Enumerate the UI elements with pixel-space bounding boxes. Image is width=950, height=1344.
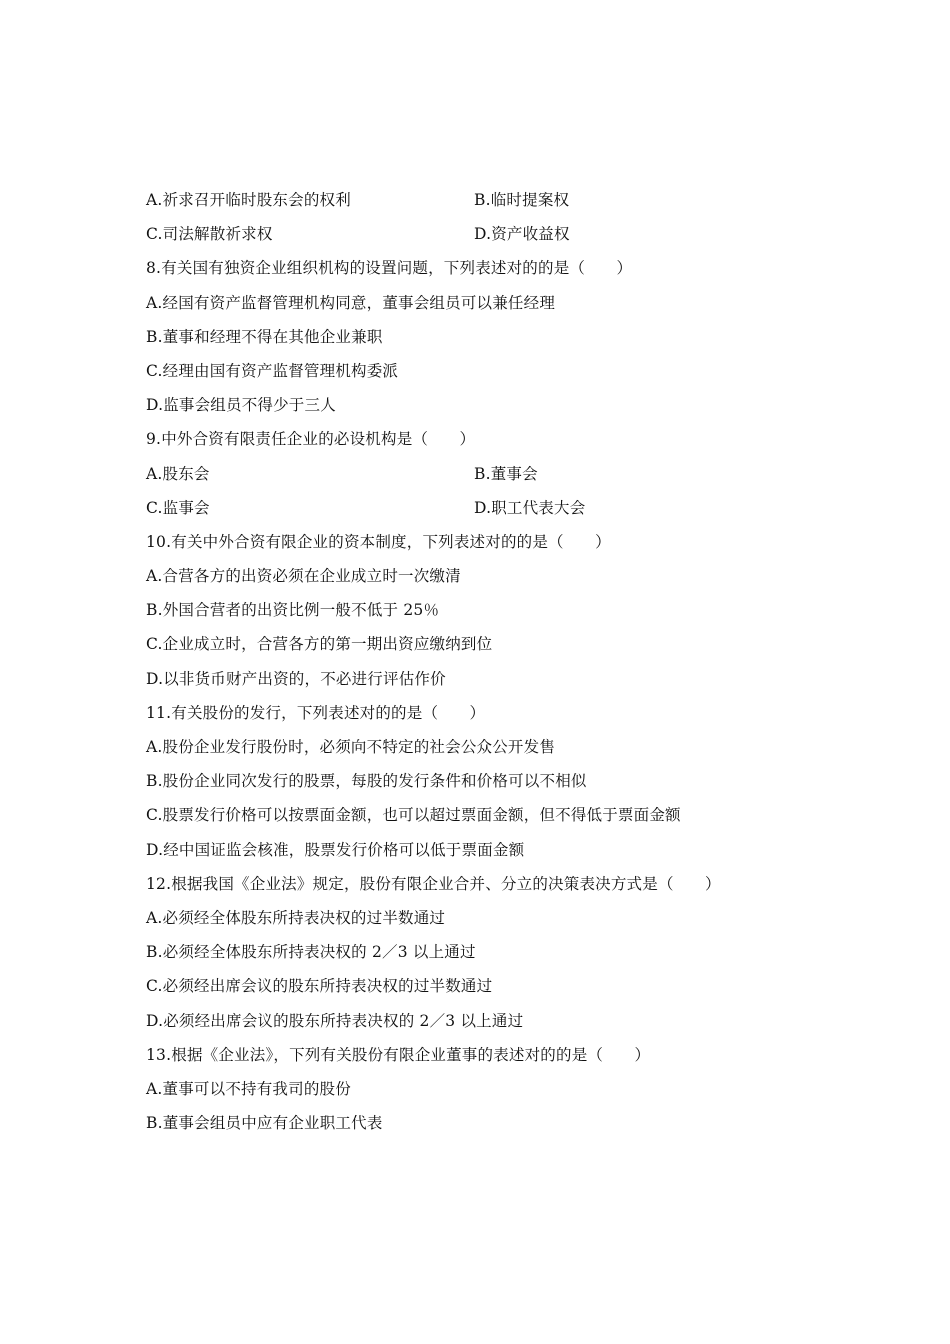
q9-options-row-1: [146, 457, 826, 491]
q12-option-c: C.必须经出席会议的股东所持表决权的过半数通过: [146, 977, 493, 996]
q13-option-a: A.董事可以不持有我司的股份: [146, 1079, 351, 1098]
q12-option-a: A.必须经全体股东所持表决权的过半数通过: [146, 908, 446, 927]
q9-option-a: A.股东会: [146, 464, 210, 483]
q9-option-c: C.监事会: [146, 498, 210, 517]
q9-option-b: B.董事会: [474, 464, 538, 483]
q8-stem: 8.有关国有独资企业组织机构的设置问题，下列表述对的的是（ ）: [146, 259, 633, 278]
q11-option-a: A.股份企业发行股份时，必须向不特定的社会公众公开发售: [146, 738, 556, 756]
q7-options-row-1: [146, 183, 826, 217]
q10-stem: 10.有关中外合资有限企业的资本制度，下列表述对的的是（ ）: [146, 532, 611, 551]
q8-option-a: A.经国有资产监督管理机构同意，董事会组员可以兼任经理: [146, 293, 556, 312]
q8-option-c: C.经理由国有资产监督管理机构委派: [146, 361, 399, 380]
q13-stem: 13.根据《企业法》，下列有关股份有限企业董事的表述对的的是（ ）: [146, 1045, 651, 1064]
q7-option-d: D.资产收益权: [474, 225, 570, 244]
q9-option-d: D.职工代表大会: [474, 498, 586, 517]
q9-stem: 9.中外合资有限责任企业的必设机构是（ ）: [146, 430, 476, 449]
q11-option-b: B.股份企业同次发行的股票，每股的发行条件和价格可以不相似: [146, 772, 587, 791]
q7-option-b: B.临时提案权: [474, 191, 570, 209]
q12-stem: 12.根据我国《企业法》规定，股份有限企业合并、分立的决策表决方式是（ ）: [146, 874, 721, 893]
q7-option-a: A.祈求召开临时股东会的权利: [146, 191, 351, 209]
q9-options-row-2: [146, 491, 826, 525]
q11-option-d: D.经中国证监会核准，股票发行价格可以低于票面金额: [146, 840, 525, 859]
q8-option-b: B.董事和经理不得在其他企业兼职: [146, 327, 383, 346]
q8-option-d: D.监事会组员不得少于三人: [146, 396, 336, 415]
q10-option-b: B.外国合营者的出资比例一般不低于 25％: [146, 601, 440, 620]
q10-option-c: C.企业成立时，合营各方的第一期出资应缴纳到位: [146, 635, 493, 654]
q10-option-a: A.合营各方的出资必须在企业成立时一次缴清: [146, 567, 461, 586]
q11-stem: 11.有关股份的发行，下列表述对的的是（ ）: [146, 703, 486, 722]
q12-option-d: D.必须经出席会议的股东所持表决权的 2／3 以上通过: [146, 1011, 524, 1030]
q7-option-c: C.司法解散祈求权: [146, 225, 273, 244]
q13-option-b: B.董事会组员中应有企业职工代表: [146, 1114, 383, 1133]
q7-options-row-2: [146, 217, 826, 251]
q12-option-b: B.必须经全体股东所持表决权的 2／3 以上通过: [146, 943, 476, 962]
q11-option-c: C.股票发行价格可以按票面金额，也可以超过票面金额，但不得低于票面金额: [146, 806, 681, 825]
exam-question-list: [146, 183, 826, 1140]
q10-option-d: D.以非货币财产出资的，不必进行评估作价: [146, 669, 446, 688]
